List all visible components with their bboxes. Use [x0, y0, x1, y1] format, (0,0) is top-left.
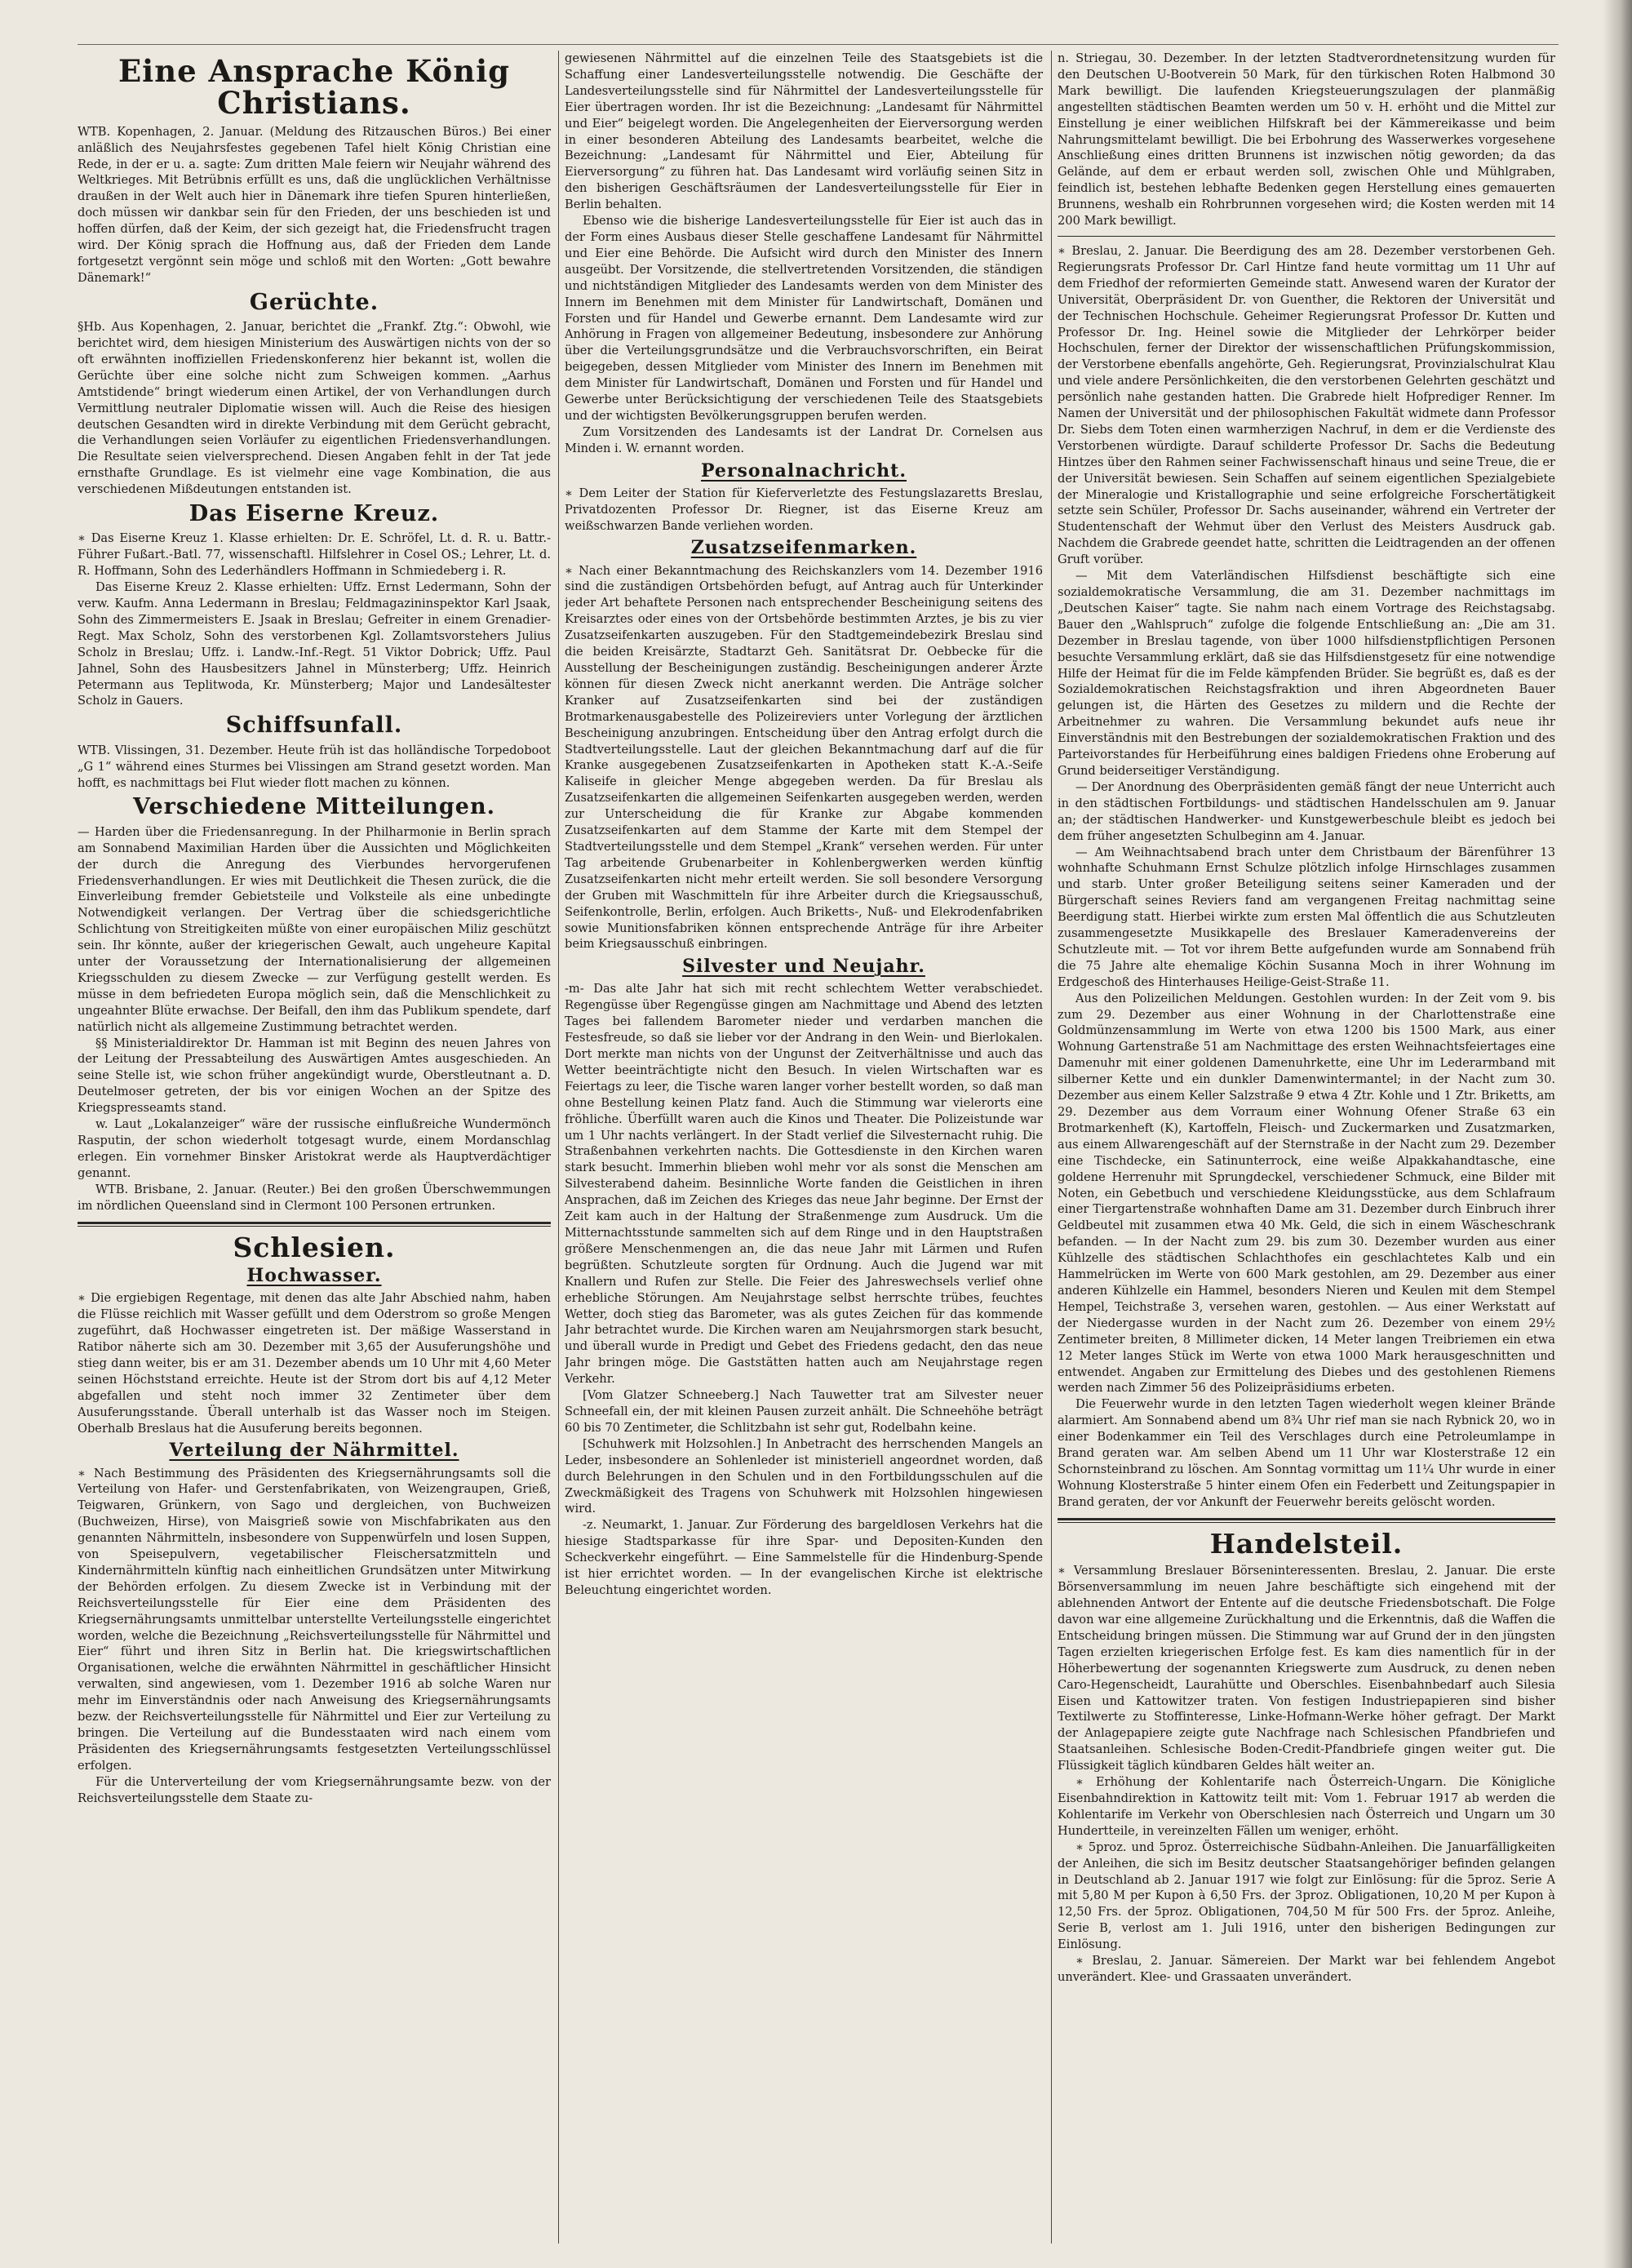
article-paragraph: w. Laut „Lokalanzeiger“ wäre der russische einflußreiche Wundermönch Rasputin, der schon wiederholt totgesagt wurde, einem Mordanschlag erlegen. Ein vornehmer Binsker Aristokrat werde als Hauptverdächtiger genannt. — [78, 1117, 551, 1180]
section-divider — [1058, 1518, 1555, 1523]
article-paragraph: Zum Vorsitzenden des Landesamts ist der Landrat Dr. Cornelsen aus Minden i. W. ernannt worden. — [565, 424, 1043, 455]
section-heading: Zusatzseifenmarken. — [690, 537, 917, 559]
section-heading: Silvester und Neujahr. — [682, 956, 925, 978]
article-paragraph: §§ Ministerialdirektor Dr. Hamman ist mit Beginn des neuen Jahres von der Leitung der Pressabteilung des Auswärtigen Amtes ausgeschieden. An seine Stelle ist, wie schon früher angekündigt wurde, Oberstleutnant a. D. Deutelmoser getreten, der bis vor einigen Wochen an der Spitze des Kriegspresseamts stand. — [78, 1036, 551, 1116]
section-heading: Handelsteil. — [1209, 1527, 1404, 1560]
article-paragraph: §Hb. Aus Kopenhagen, 2. Januar, berichtet die „Frankf. Ztg.“: Obwohl, wie berichtet wird, dem hiesigen Ministerium des Auswärtigen nichts von der so oft erwähnten inoffiziellen Friedenskonferenz hier bekannt ist, wollen die Gerüchte über eine solche nicht zum Schweigen kommen. „Aarhus Amtstidende“ bringt wiederum einen Artikel, der von Verhandlungen durch Vermittlung neutraler Diplomatie wissen will. Auch die Reise des hiesigen deutschen Gesandten wird in direkte Verbindung mit dem Gerücht gebracht, die Verhandlungen seien Vorläufer zu eigentlichen Friedensverhandlungen. Die Resultate seien vielversprechend. Diesen Angaben fehlt in der Tat jede ernsthafte Grundlage. Es ist vielmehr eine vage Kombination, die aus verschiedenen Mißdeutungen entstanden ist. — [78, 320, 551, 497]
column-right — [1058, 51, 1555, 2253]
article-paragraph: — Am Weihnachtsabend brach unter dem Christbaum der Bärenführer 13 wohnhafte Schuhmann Ernst Schulze plötzlich infolge Hirnschlages zusammen und starb. Unter großer Beteiligung seitens seiner Kameraden und der Bürgerschaft seines Reviers fand am vergangenen Freitag nachmittag seine Beerdigung statt. Hierbei wirkte zum ersten Mal öffentlich die aus Schutzleuten zusammengesetzte Musikkapelle des Breslauer Kameradenvereins der Schutzleute mit. — Tot vor ihrem Bette aufgefunden wurde am Sonnabend früh die 75 Jahre alte ehemalige Köchin Susanna Moch in ihrer Wohnung im Erdgeschoß des Hinterhauses Heilige-Geist-Straße 11. — [1058, 845, 1555, 989]
article-paragraph: ∗ 5proz. und 5proz. Österreichische Südbahn-Anleihen. Die Januarfälligkeiten der Anleihen, die sich im Besitz deutscher Staatsangehöriger befinden gelangen in Deutschland ab 2. Januar 1917 wie folgt zur Einlösung: für die 5proz. Serie A mit 5,80 M per Kupon à 6,50 Frs. der 3proz. Obligationen, 10,20 M per Kupon à 12,50 Frs. der 5proz. Obligationen, 704,50 M für 500 Frs. der 5proz. Anleihe, Serie B, verlost am 1. Juli 1916, unter den bisherigen Bedingungen zur Einlösung. — [1058, 1840, 1555, 1952]
article-paragraph: Die Feuerwehr wurde in den letzten Tagen wiederholt wegen kleiner Brände alarmiert. Am Sonnabend abend um 8¾ Uhr rief man sie nach Rybnick 20, wo in einer Bodenkammer ein Teil des Verschlages durch eine Petroleumlampe in Brand geraten war. Am selben Abend um 11 Uhr war Klosterstraße 12 ein Schornsteinbrand zu löschen. Am Sonntag vormittag um 11¼ Uhr wurde in einer Wohnung Klosterstraße 5 hinter einem Ofen ein Federbett und Zeitungspapier in Brand geraten, der vor Ankunft der Feuerwehr bereits gelöscht worden. — [1058, 1397, 1555, 1509]
article-paragraph: — Mit dem Vaterländischen Hilfsdienst beschäftigte sich eine sozialdemokratische Versammlung, die am 31. Dezember nachmittags im „Deutschen Kaiser“ tagte. Sie nahm nach einem Vortrage des Reichstagsabg. Bauer den „Wahlspruch“ zufolge die folgende Entschließung an: „Die am 31. Dezember in Breslau tagende, von über 1000 hilfsdienstpflichtigen Personen besuchte Versammlung erklärt, daß sie das Hilfsdienstgesetz für eine notwendige Hilfe der Heimat für die im Felde kämpfenden Brüder. Sie begrüßt es, daß es der Sozialdemokratischen Reichstagsfraktion und ihren Abgeordneten Bauer gelungen ist, die Härten des Gesetzes zu mildern und die Rechte der Arbeitnehmer zu wahren. Die Versammlung bekundet aufs neue ihr Einverständnis mit den Bestrebungen der sozialdemokratischen Fraktion und des Parteivorstandes für Herbeiführung eines baldigen Friedens ohne Eroberung auf Grund beiderseitiger Verständigung. — [1058, 569, 1555, 778]
section-heading: Verschiedene Mitteilungen. — [133, 794, 495, 820]
article-paragraph: ∗ Breslau, 2. Januar. Die Beerdigung des am 28. Dezember verstorbenen Geh. Regierungsrats Professor Dr. Carl Hintze fand heute vormittag um 11 Uhr auf dem Friedhof der reformierten Gemeinde statt. Anwesend waren der Kurator der Universität, Oberpräsident Dr. von Guenther, die Rektoren der Universität und der Technischen Hochschule. Geheimer Regierungsrat Professor Dr. Kutten und Professor Dr. Ing. Heinel sowie die Mitglieder der Lehrkörper beider Hochschulen, ferner der Direktor der wissenschaftlichen Prüfungskommission, der Verstorbene ebenfalls angehörte, Geh. Regierungsrat, Provinzialschulrat Klau und viele andere Persönlichkeiten, die den verstorbenen Gelehrten geschätzt und persönlich nahe gestanden hatten. Die Grabrede hielt Hofprediger Renner. Im Namen der Universität und der philosophischen Fakultät widmete dann Professor Dr. Siebs dem Toten einen warmherzigen Nachruf, in dem er die Verdienste des Verstorbenen würdigte. Darauf schilderte Professor Dr. Sachs die Bedeutung Hintzes über den Rahmen seiner Fachwissenschaft hinaus und seine Treue, die er der Universität bewiesen. Sein Schaffen auf seinem eigentlichen Spezialgebiete der Mineralogie und Kristallographie und seine erfolgreiche Forschertätigkeit setzte sein Schüler, Professor Dr. Sachs auseinander, während ein Vertreter der Studentenschaft der Wehmut über den Verlust des Meisters Ausdruck gab. Nachdem die Grabrede geendet hatte, schritten die Leidtragenden an der offenen Gruft vorüber. — [1058, 243, 1555, 567]
section-heading: Gerüchte. — [249, 289, 379, 315]
section-heading: Schlesien. — [233, 1231, 396, 1263]
section-heading: Schiffsunfall. — [225, 712, 403, 739]
article-paragraph: — Der Anordnung des Oberpräsidenten gemäß fängt der neue Unterricht auch in den städtischen Fortbildungs- und städtischen Handelsschulen am 9. Januar an; der städtischen Handwerker- und Kunstgewerbeschule bleibt es jedoch bei dem früher angesetzten Schulbeginn am 4. Januar. — [1058, 779, 1555, 843]
article-paragraph: WTB. Kopenhagen, 2. Januar. (Meldung des Ritzauschen Büros.) Bei einer anläßlich des Neujahrsfestes gegebenen Tafel hielt König Christian eine Rede, in der er u. a. sagte: Zum dritten Male feiern wir Neujahr während des Weltkrieges. Mit Betrübnis erfüllt es uns, daß die unglücklichen Verhältnisse draußen in der Welt auch hier in Dänemark ihre tiefen Spuren hinterließen, doch müssen wir dankbar sein für den Frieden, der uns beschieden ist und hoffen dürfen, daß der Keim, der sich gezeigt hat, die Friedensfrucht tragen wird. Der König sprach die Hoffnung aus, daß der Frieden dem Lande fortgesetzt vergönnt sein möge und schloß mit den Worten: „Gott bewahre Dänemark!“ — [78, 124, 551, 285]
top-rule — [78, 44, 1559, 45]
section-heading: Personalnachricht. — [700, 459, 907, 482]
page-edge-shadow — [1603, 0, 1632, 2268]
article-paragraph: ∗ Die ergiebigen Regentage, mit denen das alte Jahr Abschied nahm, haben die Flüsse reichlich mit Wasser gefüllt und dem Oderstrom so große Mengen zugeführt, daß Hochwasser eingetreten ist. Der mäßige Wasserstand in Ratibor näherte sich am 30. Dezember mit 3,65 der Ausuferungshöhe und stieg dann weiter, bis er am 31. Dezember abends um 10 Uhr mit 4,60 Meter seinen Höchststand erreichte. Heute ist der Strom dort bis auf 4,12 Meter abgefallen und steht noch immer 32 Zentimeter über dem Ausuferungsstande. Überall unterhalb ist das Wasser noch im Steigen. Oberhalb Breslaus hat die Ausuferung bereits begonnen. — [78, 1291, 551, 1436]
article-paragraph: [Vom Glatzer Schneeberg.] Nach Tauwetter trat am Silvester neuer Schneefall ein, der mit kleinen Pausen zurzeit anhält. Die Schneehöhe beträgt 60 bis 70 Zentimeter, die Schlitzbahn ist sehr gut, Rodelbahn keine. — [565, 1388, 1043, 1435]
article-paragraph: ∗ Nach einer Bekanntmachung des Reichskanzlers vom 14. Dezember 1916 sind die zuständigen Ortsbehörden befugt, auf Antrag auch für Unterkinder jeder Art behaftete Personen nach entsprechender Bescheinigung seitens des Kreisarztes oder eines von der Ortsbehörde bestimmten Arztes, je bis zu vier Zusatzseifenkarten auszugeben. Für den Stadtgemeindebezirk Breslau sind die beiden Kreisärzte, Stadtarzt Geh. Sanitätsrat Dr. Oebbecke für die Ausstellung der Bescheinigungen zuständig. Bescheinigungen anderer Ärzte können für diesen Zweck nicht anerkannt werden. Die Anträge solcher Kranker auf Zusatzseifenkarten sind bei der zuständigen Brotmarkenausgabestelle des Polizeireviers unter Vorlegung der ärztlichen Bescheinigung anzubringen. Entscheidung über den Antrag erfolgt durch die Stadtverteilungsstelle. Laut der gleichen Bekanntmachung darf auf die für Kranke ausgegebenen Zusatzseifenkarten in Apotheken statt K.-A.-Seife Kaliseife in gleicher Menge abgegeben werden. Da für Breslau als Zusatzseifenkarten die allgemeinen Seifenkarten ausgegeben werden, werden zur Unterscheidung die für Kranke zur Abgabe kommenden Zusatzseifenkarten auf dem Stamme der Karte mit dem Stempel der Stadtverteilungsstelle und dem Stempel „Krank“ versehen werden. Für unter Tag arbeitende Grubenarbeiter in Kohlenbergwerken werden künftig Zusatzseifenkarten nicht mehr erteilt werden. Sie soll besondere Versorgung der Gruben mit Waschmitteln für ihre Arbeiter durch die Kriegsausschuß, Seifenkontrolle, Berlin, erfolgen. Auch Briketts-, Nuß- und Elekrodenfabriken sowie Munitionsfabriken können entsprechende Anträge für ihre Arbeiter beim Kriegsausschuß einbringen. — [565, 563, 1043, 952]
article-paragraph: Aus den Polizeilichen Meldungen. Gestohlen wurden: In der Zeit vom 9. bis zum 29. Dezember aus einer Wohnung in der Charlottenstraße eine Goldmünzensammlung im Werte von etwa 1200 bis 1500 Mark, aus einer Wohnung Gartenstraße 51 am Nachmittage des ersten Weihnachtsfeiertages eine Damenuhr mit einer goldenen Damenuhrkette, eine Uhr im Lederarmband mit silberner Kette und ein dunkler Damenwintermantel; in der Nacht zum 30. Dezember aus einem Keller Salzstraße 9 etwa 4 Ztr. Kohle und 1 Ztr. Briketts, am 29. Dezember aus dem Vorraum einer Wohnung Ofener Straße 63 ein Brotmarkenheft (K), Kartoffeln, Fleisch- und Zuckermarken und Zusatzmarken, aus einem Allwarengeschäft auf der Sternstraße in der Nacht zum 29. Dezember eine Tischdecke, ein Satinunterrock, eine weiße Alpakkahandtasche, eine goldene Herrenuhr mit Sprungdeckel, verschiedener Schmuck, eine Bilder mit Noten, ein Gebetbuch und verschiedene Kleidungsstücke, aus dem Schlafraum einer Tiergartenstraße wohnhaften Dame am 31. Dezember durch Einbruch ihrer Geldbeutel mit zusammen etwa 40 Mk. Geld, die sich in einem Wäscheschrank befanden. — In der Nacht zum 29. bis zum 30. Dezember wurden aus einer Kühlzelle des städtischen Schlachthofes ein geschlachtetes Kalb und ein Hammelrücken im Werte von 600 Mark gestohlen, am 29. Dezember aus einer anderen Kühlzelle ein Hammel, besonders Nieren und Keulen mit dem Stempel Hempel, Teichstraße 3, versehen waren, gestohlen. — Aus einer Werkstatt auf der Niedergasse wurden in der Nacht zum 26. Dezember von einem 29½ Zentimeter breiten, 8 Millimeter dicken, 14 Meter langen Treibriemen ein etwa 12 Meter langes Stück im Werte von etwa 1000 Mark herausgeschnitten und entwendet. Angaben zur Ermittelung des Diebes und des gestohlenen Riemens werden nach Zimmer 56 des Polizeipräsidiums erbeten. — [1058, 991, 1555, 1396]
article-paragraph: -z. Neumarkt, 1. Januar. Zur Förderung des bargeldlosen Verkehrs hat die hiesige Stadtsparkasse für ihre Spar- und Depositen-Kunden den Scheckverkehr eingeführt. — Eine Sammelstelle für die Hindenburg-Spende ist hier errichtet worden. — In der evangelischen Kirche ist elektrische Beleuchtung eingerichtet worden. — [565, 1518, 1043, 1597]
article-paragraph: Für die Unterverteilung der vom Kriegsernährungsamte bezw. von der Reichsverteilungsstelle dem Staate zu- — [78, 1774, 551, 1805]
section-heading: Das Eiserne Kreuz. — [188, 501, 440, 527]
article-paragraph: n. Striegau, 30. Dezember. In der letzten Stadtverordnetensitzung wurden für den Deutschen U-Bootverein 50 Mark, für den türkischen Roten Halbmond 30 Mark bewilligt. Die laufenden Kriegsteuerungszulagen der planmäßig angestellten städtischen Beamten werden um 50 v. H. erhöht und die Mittel zur Einstellung je einer weiblichen Hilfskraft bei der Kämmereikasse und beim Nahrungsmittelamt bewilligt. Die bei Erbohrung des Wasserwerkes vorgesehene Anschließung eines dritten Brunnens ist inzwischen nötig geworden; da das Gelände, auf dem er erbaut werden soll, zwischen Ohle und Mühlgraben, feindlich ist, bestehen lebhafte Bedenken gegen Herstellung eines gemauerten Brunnens, weshalb ein Rohrbrunnen vorgesehen wird; die Kosten werden mit 14 200 Mark bewilligt. — [1058, 51, 1555, 229]
article-divider — [1058, 236, 1555, 237]
section-heading: Eine Ansprache König Christians. — [118, 53, 511, 121]
section-divider — [78, 1222, 551, 1227]
article-paragraph: -m- Das alte Jahr hat sich mit recht schlechtem Wetter verabschiedet. Regengüsse über Regengüsse gingen am Nachmittage und Abend des letzten Tages bei fallendem Barometer nieder und verdarben manchen die Festesfreude, so daß sie lieber vor der Andrang in den Wein- und Bierlokalen. Dort merkte man nichts von der Ungunst der Zeitverhältnisse und auch das Wetter beeinträchtigte nicht den Besuch. In vielen Wirtschaften war es Feiertags zu leer, die Tische waren langer vorher bestellt worden, so daß man ohne Bestellung keinen Platz fand. Auch die Stimmung war vielerorts eine fröhliche. Überfüllt waren auch die Kinos und Theater. Die Polizeistunde war um 1 Uhr nachts verlängert. In der Stadt verlief die Silvesternacht ruhig. Die Straßenbahnen verkehrten nachts. Die Gottesdienste in den Kirchen waren stark besucht. Immerhin blieben wohl mehr vor als sonst die Menschen am Silvesterabend daheim. Besinnliche Worte fanden die Geistlichen in ihren Ansprachen, daß im Zeichen des Krieges das neue Jahr beginne. Der Ernst der Zeit kam auch in der Haltung der Straßenmenge zum Ausdruck. Um die Mitternachtsstunde sammelten sich auf dem Ringe und in den Hauptstraßen größere Menschenmengen an, die das neue Jahr mit Lärmen und Rufen begrüßten. Schutzleute sorgten für Ordnung. Auch die Jugend war mit Knallern und Rufen zur Stelle. Die Feier des Jahreswechsels verlief ohne erhebliche Störungen. Am Neujahrstage selbst herrschte trübes, feuchtes Wetter, doch stieg das Barometer, was als gutes Zeichen für das kommende Jahr betrachtet wurde. Die Kirchen waren am Neujahrsmorgen stark besucht, und überall wurde in Predigt und Gebet des Friedens gedacht, den das neue Jahr bringen möge. Die Gaststätten hatten auch am Neujahrstage regen Verkehr. — [565, 982, 1043, 1387]
column-middle — [565, 51, 1043, 2253]
article-paragraph: ∗ Dem Leiter der Station für Kieferverletzte des Festungslazaretts Breslau, Privatdozenten Professor Dr. Riegner, ist das Eiserne Kreuz am weißschwarzen Bande verliehen worden. — [565, 486, 1043, 533]
article-paragraph: ∗ Das Eiserne Kreuz 1. Klasse erhielten: Dr. E. Schröfel, Lt. d. R. u. Battr.-Führer Fußart.-Batl. 77, wissenschaftl. Hilfslehrer in Cosel OS.; Lehrer, Lt. d. R. Hoffmann, Sohn des Lederhändlers Hoffmann in Schmiedeberg i. R. — [78, 531, 551, 579]
article-paragraph: Das Eiserne Kreuz 2. Klasse erhielten: Uffz. Ernst Ledermann, Sohn der verw. Kaufm. Anna Ledermann in Breslau; Feldmagazininspektor Karl Jsaak, Sohn des Zimmermeisters E. Jsaak in Breslau; Gefreiter in einem Grenadier-Regt. Max Scholz, Sohn des verstorbenen Kgl. Zollamtsvorstehers Julius Scholz in Breslau; Uffz. i. Landw.-Inf.-Regt. 51 Viktor Dobrick; Uffz. Paul Jahnel, Sohn des Hausbesitzers Jahnel in Münsterberg; Uffz. Heinrich Petermann aus Teplitwoda, Kr. Münsterberg; Major und Landesältester Scholz in Gauers. — [78, 580, 551, 708]
article-paragraph: [Schuhwerk mit Holzsohlen.] In Anbetracht des herrschenden Mangels an Leder, insbesondere an Sohlenleder ist ministeriell angeordnet worden, daß durch Belehrungen in den Schulen und in den Fortbildungsschulen auf die Zweckmäßigkeit des Tragens von Schuhwerk mit Holzsohlen hingewiesen wird. — [565, 1436, 1043, 1516]
article-paragraph: WTB. Vlissingen, 31. Dezember. Heute früh ist das holländische Torpedoboot „G 1“ während eines Sturmes bei Vlissingen am Strand gesetzt worden. Man hofft, es nachmittags bei Flut wieder flott machen zu können. — [78, 743, 551, 790]
article-paragraph: ∗ Versammlung Breslauer Börseninteressenten. Breslau, 2. Januar. Die erste Börsenversammlung im neuen Jahre beschäftigte sich eingehend mit der ablehnenden Antwort der Entente auf die deutsche Friedensbotschaft. Die Folge davon war eine allgemeine Zurückhaltung und die Erkenntnis, daß die Waffen die Entscheidung bringen müssen. Die Stimmung war auf Grund der in den jüngsten Tagen erzielten kriegerischen Erfolge fest. Es kam dies namentlich für in der Höherbewertung der sogenannten Kriegswerte zum Ausdruck, zu denen neben Caro-Hegenscheidt, Laurahütte und Oberschles. Eisenbahnbedarf auch Silesia Eisen und Kattowitzer traten. Von festigen Industriepapieren sind bisher Textilwerte zu Stoffinteresse, Linke-Hofmann-Werke höher gefragt. Der Markt der Anlagepapiere zeigte gute Nachfrage nach Schlesischen Pfandbriefen und Staatsanleihen. Schlesische Boden-Credit-Pfandbriefe gingen weiter gut. Die Flüssigkeit täglich kündbaren Geldes hält weiter an. — [1058, 1564, 1555, 1773]
article-paragraph: gewiesenen Nährmittel auf die einzelnen Teile des Staatsgebiets ist die Schaffung einer Landesverteilungsstelle notwendig. Die Geschäfte der Landesverteilungsstelle sind für Nährmittel der Landesverteilungsstelle für Eier übertragen worden. Ihr ist die Bezeichnung: „Landesamt für Nährmittel und Eier“ beigelegt worden. Die Angelegenheiten der Eierversorgung werden in einer besonderen Abteilung des Landesamts bearbeitet, welche die Bezeichnung: „Landesamt für Nährmittel und Eier, Abteilung für Eierversorgung“ zu führen hat. Das Landesamt wird vorläufig seinen Sitz in den bisherigen Geschäftsräumen der Landesverteilungsstelle für Eier in Berlin behalten. — [565, 51, 1043, 212]
article-paragraph: WTB. Brisbane, 2. Januar. (Reuter.) Bei den großen Überschwemmungen im nördlichen Queensland sind in Clermont 100 Personen ertrunken. — [78, 1182, 551, 1213]
article-paragraph: Ebenso wie die bisherige Landesverteilungsstelle für Eier ist auch das in der Form eines Ausbaus dieser Stelle geschaffene Landesamt für Nährmittel und Eier eine Behörde. Die Aufsicht wird durch den Minister des Innern ausgeübt. Der Vorsitzende, die stellvertretenden Vorsitzenden, die ständigen und nichtständigen Mitglieder des Landesamts werden von dem Minister des Innern im Benehmen mit dem Minister für Landwirtschaft, Domänen und Forsten und für Handel und Gewerbe ernannt. Dem Landesamte wird zur Anhörung in Fragen von allgemeiner Bedeutung, insbesondere zur Anhörung über die Verteilungsgrundsätze und die Verbrauchsvorschriften, ein Beirat beigegeben, dessen Mitglieder vom Minister des Innern im Benehmen mit dem Minister für Landwirtschaft, Domänen und Forsten und für Handel und Gewerbe unter Berücksichtigung der verschiedenen Teile des Staatsgebiets und der wichtigsten Bevölkerungsgruppen berufen werden. — [565, 214, 1043, 423]
article-paragraph: ∗ Erhöhung der Kohlentarife nach Österreich-Ungarn. Die Königliche Eisenbahndirektion in Kattowitz teilt mit: Vom 1. Februar 1917 ab werden die Kohlentarife im Verkehr von Oberschlesien nach Österreich und Ungarn um 30 Hundertteile, in vereinzelten Fällen um weniger, erhöht. — [1058, 1775, 1555, 1838]
column-rule — [1051, 51, 1052, 2244]
column-rule — [558, 51, 559, 2244]
article-paragraph: ∗ Breslau, 2. Januar. Sämereien. Der Markt war bei fehlendem Angebot unverändert. Klee- und Grassaaten unverändert. — [1058, 1954, 1555, 1984]
article-paragraph: ∗ Nach Bestimmung des Präsidenten des Kriegsernährungsamts soll die Verteilung von Hafer- und Gerstenfabrikaten, von Weizengraupen, Grieß, Teigwaren, Grünkern, von Sago und dergleichen, von Buchweizen (Buchweizen, Hirse), von Maisgrieß sowie von Mischfabrikaten aus den genannten Nährmitteln, insbesondere von Suppenwürfeln und losen Suppen, von Speisepulvern, vegetabilischer Fleischersatzmitteln und Kindernährmitteln künftig nach einheitlichen Grundsätzen unter Mitwirkung der Behörden erfolgen. Zu diesem Zwecke ist in Verbindung mit der Reichsverteilungsstelle für Eier eine dem Präsidenten des Kriegsernährungsamts unmittelbar unterstellte Verteilungsstelle eingerichtet worden, welche die Bezeichnung „Reichsverteilungsstelle für Nährmittel und Eier“ führt und ihren Sitz in Berlin hat. Die kriegswirtschaftlichen Organisationen, welche die erwähnten Nährmittel in geschäftlicher Hinsicht verwalten, sind angewiesen, vom 1. Dezember 1916 ab solche Waren nur mehr im Einverständnis oder nach Anweisung des Kriegsernährungsamts bezw. der Reichsverteilungsstelle für Nährmittel und Eier zur Verteilung zu bringen. Die Verteilung auf die Bundesstaaten wird nach einem vom Präsidenten des Kriegsernährungsamts festgesetzten Verteilungsschlüssel erfolgen. — [78, 1466, 551, 1773]
article-paragraph: — Harden über die Friedensanregung. In der Philharmonie in Berlin sprach am Sonnabend Maximilian Harden über die Aussichten und Möglichkeiten der durch die Anregung des Vierbundes hervorgerufenen Friedensverhandlungen. Er wies mit Deutlichkeit die Thesen zurück, die die Einverleibung fremder Gebietsteile und Volksteile als eine unbedingte Notwendigkeit verlangen. Der Vertrag über die schiedsgerichtliche Schlichtung von Streitigkeiten müßte von einer europäischen Miliz geschützt sein. Ihr könnte, außer der kriegerischen Gewalt, auch ungeheure Kapital unter der Voraussetzung der Internationalisierung der allgemeinen Kriegsschulden zu diesem Zwecke — zur Verfügung gestellt werden. Es müsse in dem befriedeten Europa möglich sein, daß die Menschlichkeit zu ungeahnter Blüte erwachse. Der Beifall, den ihm das Publikum spendete, darf natürlich nicht als allgemeine Zustimmung betrachtet werden. — [78, 824, 551, 1034]
section-heading: Verteilung der Nährmittel. — [169, 1440, 459, 1462]
column-left — [78, 51, 551, 2253]
section-heading: Hochwasser. — [246, 1265, 382, 1287]
